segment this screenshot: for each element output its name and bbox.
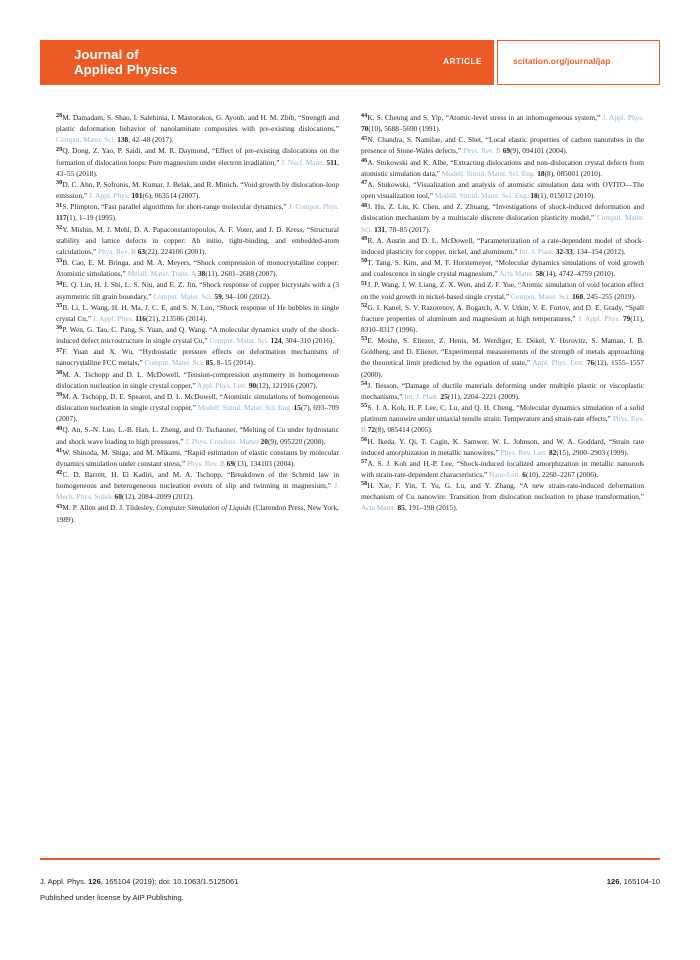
footer-row-citation [40,874,660,890]
reference-number: 46 [361,156,368,164]
reference-journal-link[interactable]: J. Appl. Phys. [602,113,644,122]
reference-number: 49 [361,235,368,243]
reference-number: 55 [361,402,368,410]
journal-url-text: scitation.org/journal/jap [513,56,611,66]
reference-volume: 124 [268,336,282,346]
running-head-orange-bar [40,40,494,85]
reference-book-title: Computer Simulation of Liquids [156,503,252,513]
footer-divider [40,858,660,860]
reference-volume: 69 [224,458,235,468]
reference-number: 33 [56,257,63,265]
reference-authors-title: E. Q. Lin, H. J. Shi, L. S. Niu, and E. Z. Jin, “Shock response of copper bicrystals with a (3 asymmetric tilt grain boundary,” [56,280,339,301]
reference-authors-title: P. Wen, G. Tao, C. Pang, S. Yuan, and Q. Wang, “A molecular dynamics study of the shock-induced defect microstructure in single crystal Cu,” [56,324,339,346]
reference-entry [361,480,644,513]
reference-entry [361,380,644,402]
reference-authors-title: M. P. Allen and D. J. Tildesley, [62,503,157,513]
reference-journal-link[interactable]: J. Mech. Phys. Solids [56,481,339,502]
reference-number: 58 [361,480,368,488]
reference-journal-link[interactable]: Comput. Mater. Sci. [56,135,116,145]
reference-volume: 59 [212,291,222,301]
reference-authors-title: H. Ikeda, Y. Qi, T. Cagin, K. Samwer, W. L. Johnson, and W. A. Goddard, “Strain rate induced amorphization in metallic nanowires,” [361,436,644,457]
reference-authors-title: T. Tang, S. Kim, and M. F. Horstemeyer, “Molecular dynamics simulations of void growth and coalescence in single crystal magnesium,” [361,258,644,279]
reference-journal-link[interactable]: J. Appl. Phys. [578,313,621,323]
reference-journal-link[interactable]: J. Comput. Phys. [288,202,340,212]
reference-authors-title: M. A. Tschopp, D. E. Spearot, and D. L. McDowell, “Atomistic simulations of homogeneous dislocation nucleation in single crystal copper,” [56,391,339,413]
reference-pages-year: (Clarendon Press, New York, 1989). [56,503,340,524]
reference-authors-title: W. Shinoda, M. Shiga, and M. Mikami, “Rapid estimation of elastic constants by molecular dynamics simulation under constant stress,” [56,447,339,468]
reference-entry [56,201,339,223]
reference-volume: 116 [133,313,146,323]
reference-number: 56 [361,435,368,443]
reference-volume: 60 [112,492,122,502]
reference-authors-title: A. S. J. Koh and H.-P. Lee, “Shock-induced localized amorphization in metallic nanorods with strain-rate-dependent characteristics,” [361,458,644,479]
footer-row-license [40,890,660,906]
reference-volume: 70 [361,124,369,134]
reference-number: 53 [361,335,368,343]
reference-volume: 85 [203,358,214,368]
reference-volume: 160 [570,291,584,301]
reference-pages-year: (12), 121916 (2007). [256,380,318,390]
reference-number: 36 [56,324,63,332]
reference-volume: 58 [533,269,543,279]
reference-authors-title: M. A. Tschopp and D. L. McDowell, “Tension-compression asymmetry in homogeneous dislocation nucleation in single crystal copper,” [56,369,339,390]
reference-pages-year: (9), 094101 (2004). [510,146,568,156]
reference-authors-title: H. Xie, F. Yin, T. Yu, G. Lu, and Y. Zhang, “A new strain-rate-induced deformation mechanism of Cu nanowire: Transition from dislocation nucleation to phase transformation,” [361,481,644,502]
reference-entry [56,391,339,424]
reference-journal-link[interactable]: Int. J. Plast. [519,246,554,256]
reference-entry [361,436,644,458]
reference-journal-link[interactable]: Comput. Mater. Sci. [153,291,213,301]
reference-number: 57 [361,458,368,466]
reference-entry [56,369,339,391]
reference-authors-title: Q. Dong, Z. Yao, P. Saidi, and M. R. Daymond, “Effect of pre-existing dislocations on the formation of dislocation loops: Pure magnesium under electron irradiation,” [56,146,339,167]
reference-number: 41 [56,447,63,454]
reference-entry [361,335,644,380]
reference-volume: 85 [395,503,405,513]
reference-authors-title: A. Stukowski and K. Albe, “Extracting dislocations and non-dislocation crystal defects from atomistic simulation data,” [361,157,644,178]
reference-entry [56,145,339,178]
reference-column-right [361,112,644,525]
reference-volume: 20 [258,436,268,446]
footer-page-locator [607,874,660,890]
reference-journal-link[interactable]: Int. J. Plast. [404,391,439,401]
footer-citation [40,874,238,890]
reference-authors-title: Y. Mishin, M. J. Mehl, D. A. Papaconstantopoulos, A. F. Voter, and J. D. Kress, “Structural stability and lattice defects in copper: Ab initio, tight-binding, and embedded-atom calculations,” [56,224,339,256]
footer-license: Published under license by AIP Publishing. [40,892,184,902]
reference-pages-year: (1), 1–19 (1995). [66,213,117,223]
reference-journal-link[interactable]: J. Appl. Phys. [89,191,130,201]
reference-entry [361,279,644,301]
reference-pages-year: , 245–255 (2019). [583,291,636,301]
reference-authors-title: B. Cao, E. M. Bringa, and M. A. Meyers, “Shock compression of monocrystalline copper: Atomistic simulations,” [56,258,339,279]
reference-volume: 82 [547,447,557,457]
reference-authors-title: C. D. Barrett, H. El Kadiri, and M. A. Tschopp, “Breakdown of the Schmid law in homogeneous and heterogeneous nucleation events of slip and twinning in magnesium,” [56,470,339,491]
reference-volume: 15 [291,403,301,413]
reference-entry [361,157,644,179]
reference-pages-year: , 94–100 (2012). [221,291,271,301]
footer-page-number: , 165104-10 [619,877,660,886]
reference-entry [361,134,644,156]
reference-pages-year: (9), 095220 (2008). [267,436,326,446]
reference-entry [56,224,339,257]
reference-pages-year: (21), 213506 (2014). [145,313,208,323]
reference-number: 37 [56,346,63,354]
reference-number: 54 [361,380,368,388]
footer-citation-suffix: , 165104 (2019); doi: 10.1063/1.5125061 [100,877,239,886]
reference-authors-title: M. Damadam, S. Shao, I. Salehinia, I. Mastorakos, G. Ayoub, and H. M. Zbib, “Strength and plastic deformation behavior of nanolaminate composites with pre-existing dislocations,” [56,113,339,134]
reference-pages-year: , 78–85 (2017). [385,224,431,234]
reference-number: 43 [56,502,63,510]
reference-pages-year: (10), 2260–2267 (2006). [525,470,599,479]
reference-volume: 38 [196,269,206,279]
reference-volume: 32-33 [553,246,573,256]
reference-volume: 6 [520,470,526,479]
reference-volume: 79 [620,313,631,323]
reference-number: 34 [56,279,63,287]
reference-authors-title: D. C. Ahn, P. Sofronis, M. Kumar, J. Belak, and R. Minich, “Void growth by dislocation-loop emission,” [56,179,339,201]
reference-volume: 76 [584,358,595,368]
reference-pages-year: (11), 2204–2221 (2009). [447,391,520,401]
reference-journal-link[interactable]: Comput. Mater. Sci. [510,291,571,301]
reference-number: 52 [361,301,368,309]
reference-journal-link[interactable]: Phys. Rev. B [98,246,136,256]
reference-pages-year: (14), 4742–4759 (2010). [542,269,616,279]
reference-entry [361,402,644,435]
journal-url-box[interactable] [497,40,660,85]
reference-volume: 117 [56,213,67,223]
reference-entry [56,346,339,368]
reference-number: 32 [56,223,63,231]
reference-pages-year: (11), 8310–8317 (1996). [361,313,645,334]
reference-authors-title: J. P. Wang, J. W. Liang, Z. X. Wen, and Z. F. Yue, “Atomic simulation of void location effect on the void growth in nickel-based single crystal,” [361,280,644,301]
reference-authors-title: J. Besson, “Damage of ductile materials deforming under multiple plastic or viscoplastic mechanisms,” [361,380,644,401]
reference-pages-year: (12), 2084–2099 (2012). [121,492,195,502]
reference-volume: 18 [535,168,545,178]
reference-entry [361,201,644,234]
reference-number: 48 [361,201,368,209]
journal-title-line2: Applied Physics [74,61,178,77]
reference-number: 31 [56,201,63,209]
reference-volume: 18 [528,191,538,201]
reference-list [56,112,644,525]
reference-pages-year: , 134–154 (2012). [572,246,626,256]
reference-authors-title: J. Hu, Z. Liu, K. Chen, and Z. Zhuang, “Investigations of shock-induced deformation and dislocation mechanism by a multiscale discrete dislocation plasticity model,” [361,202,644,223]
journal-title [74,48,177,77]
reference-volume: 101 [129,191,143,201]
reference-authors-title: K. S. Cheung and S. Yip, “Atomic-level stress in an inhomogeneous system,” [367,113,603,122]
footer-citation-prefix: J. Appl. Phys. [40,877,89,886]
reference-volume: 69 [500,146,511,156]
reference-number: 35 [56,301,63,309]
reference-entry [56,179,339,201]
reference-number: 30 [56,179,63,187]
reference-entry [361,257,644,279]
article-label: ARTICLE [443,57,482,66]
reference-journal-link[interactable]: Phys. Rev. Lett. [500,447,548,457]
reference-number: 38 [56,368,63,376]
reference-pages-year: , 8–15 (2014). [213,358,255,368]
reference-pages-year: (8), 085001 (2010). [544,168,603,178]
reference-journal-link[interactable]: Appl. Phys. Lett. [197,380,248,390]
reference-authors-title: G. I. Kanel, S. V. Razorenov, A. Bogatch, A. V. Utkin, V. E. Fortov, and D. E. Grady, “Spall fracture properties of aluminum and magnesium at high temperatures,” [361,302,644,323]
reference-journal-link[interactable]: J. Phys. Condens. Matter [185,436,259,446]
reference-authors-title: A. Stukowski, “Visualization and analysis of atomistic simulation data with OVITO—The open visualization tool,” [361,179,644,201]
reference-entry [56,257,339,279]
reference-entry [361,458,644,480]
reference-number: 51 [361,279,368,287]
reference-journal-link[interactable]: J. Appl. Phys. [92,313,134,323]
reference-entry [56,502,339,524]
reference-pages-year: (7), 693–709 (2007). [56,403,339,424]
reference-volume: 131 [372,224,386,234]
reference-journal-link[interactable]: Metall. Mater. Trans. A [127,269,197,279]
reference-journal-link[interactable]: Modell. Simul. Mater. Sci. Eng. [434,191,529,201]
journal-title-line1: Journal of [74,47,139,62]
running-head [40,40,660,85]
reference-journal-link[interactable]: J. Nucl. Mater. [281,157,325,167]
reference-entry [56,424,339,446]
reference-journal-link[interactable]: Phys. Rev. B [361,414,644,435]
reference-journal-link[interactable]: Nano Lett. [489,470,521,479]
reference-column-left [56,112,339,525]
footer-page-volume: 126 [606,877,620,886]
reference-pages-year: (1), 015012 (2010). [537,191,596,201]
reference-entry [361,235,644,257]
reference-journal-link[interactable]: Phys. Rev. B [462,146,501,156]
reference-authors-title: R. A. Austin and D. L. McDowell, “Parameterization of a rate-dependent model of shock-induced plasticity for copper, nickel, and aluminum,” [361,235,644,256]
reference-pages-year: (10), 5688–5690 (1991). [368,124,441,134]
reference-volume: 72 [365,425,376,435]
reference-volume: 138 [115,135,129,145]
reference-authors-title: B. Li, L. Wang, H. H. Ma, J. C. E, and S. N. Luo, “Shock response of He bubbles in single crystal Cu,” [56,302,339,323]
reference-pages-year: (6), 063514 (2007). [142,191,201,201]
reference-number: 45 [361,134,368,142]
reference-volume: 90 [247,380,257,390]
reference-authors-title: N. Chandra, S. Namilae, and C. Shet, “Local elastic properties of carbon nanotubes in the presence of Stone-Wales defects,” [361,135,644,156]
reference-pages-year: , 304–310 (2016). [281,336,335,346]
reference-pages-year: (13), 134103 (2004). [234,458,296,468]
reference-journal-link[interactable]: Acta Mater. [361,503,396,513]
reference-number: 44 [361,112,368,120]
reference-number: 50 [361,257,368,265]
reference-pages-year: (12), 1555–1557 (2000). [361,358,645,379]
reference-entry [361,302,644,335]
reference-authors-title: E. Moshe, S. Eliezer, Z. Henis, M. Werdiger, E. Dekel, Y. Horovitz, S. Maman, I. B. Goldberg, and D. Eliezer, “Experimental measurements of the strength of metals approaching the theoretical limit predicted by the equation of state,” [361,336,644,368]
page-footer [40,874,660,905]
footer-citation-volume: 126 [88,877,101,886]
reference-authors-title: S. J. A. Koh, H. P. Lee, C. Lu, and Q. H. Cheng, “Molecular dynamics simulation of a solid platinum nanowire under uniaxial tensile strain: Temperature and strain-rate effects,” [361,403,644,424]
reference-number: 42 [56,469,63,477]
reference-pages-year: , 191–198 (2015). [404,503,458,513]
reference-entry [56,469,339,502]
reference-authors-title: S. Plimpton, “Fast parallel algorithms for short-range molecular dynamics,” [62,202,289,212]
reference-entry [56,112,339,145]
reference-entry [56,447,339,469]
reference-number: 28 [56,112,63,120]
reference-entry [56,324,339,346]
reference-entry [56,279,339,301]
reference-volume: 63 [135,246,146,256]
reference-authors-title: Q. An, S.-N. Luo, L.-B. Han, L. Zheng, and O. Tschauner, “Melting of Cu under hydrostatic and shock wave loading to high pressures,” [56,425,339,446]
reference-journal-link[interactable]: Phys. Rev. B [186,458,225,468]
reference-pages-year: , 43–55 (2018). [56,157,340,178]
reference-journal-link[interactable]: Modell. Simul. Mater. Sci. Eng. [441,168,536,178]
reference-volume: 25 [438,391,448,401]
reference-number: 39 [56,391,63,399]
reference-journal-link[interactable]: Appl. Phys. Lett. [532,358,585,368]
reference-volume: 511 [324,157,338,167]
reference-authors-title: F. Yuan and X. Wu, “Hydrostatic pressure effects on deformation mechanisms of nanocrystalline FCC metals,” [56,347,339,368]
reference-number: 29 [56,145,63,153]
reference-pages-year: (11), 2681–2688 (2007). [205,269,278,279]
reference-journal-link[interactable]: Comput. Mater. Sci. [144,358,204,368]
reference-journal-link[interactable]: Comput. Mater. Sci. [361,213,644,234]
reference-pages-year: (8), 085414 (2005). [375,425,433,435]
reference-pages-year: (15), 2900–2903 (1999). [556,447,629,457]
reference-number: 47 [361,179,368,187]
reference-entry [361,179,644,201]
reference-pages-year: (22), 224106 (2001). [145,246,207,256]
reference-entry [56,302,339,324]
reference-journal-link[interactable]: Modell. Simul. Mater. Sci. Eng. [197,403,292,413]
reference-pages-year: , 42–48 (2017). [128,135,174,145]
reference-entry [361,112,644,134]
reference-journal-link[interactable]: Comput. Mater. Sci. [209,336,269,346]
reference-journal-link[interactable]: Acta Mater. [499,269,534,279]
reference-number: 40 [56,424,63,432]
